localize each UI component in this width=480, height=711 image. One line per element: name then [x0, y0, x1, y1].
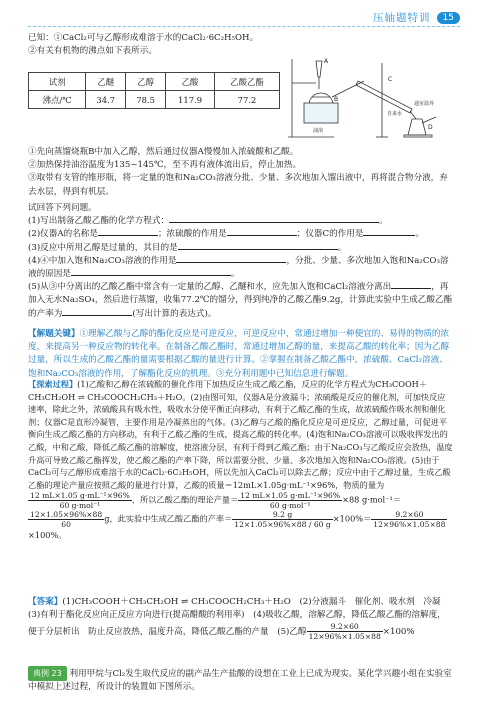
- explanation: [28, 378, 453, 542]
- procedure-steps: [28, 146, 453, 199]
- questions: [28, 202, 453, 321]
- label-d: D: [428, 124, 433, 131]
- fraction-mass: $\frac{12\times 1.05\times 96\%\times 88}{60}$: [30, 510, 103, 530]
- apparatus-diagram: [286, 55, 456, 139]
- question-4: (4)④中加入饱和Na₂CO₃溶液的作用是 ，分批、少量、多次地加入饱和Na₂CO₃溶液的原因是 。: [28, 255, 449, 280]
- table-header-cell: 乙醇: [126, 73, 166, 91]
- label-a: A: [324, 58, 329, 65]
- process-part-1: (1)乙酸和乙醇在浓硫酸的催化作用下加热反应生成乙酸乙酯，反应的化学方程式为CH₃COOH＋CH₃CH₂OH ⇌ CH₃COOCH₂CH₃＋H₂O。(2)由图可知，仪器A是分液漏斗；浓硫酸是反应的催化剂，可加快反应速率，除此之外，浓硫酸具有吸水性，吸收水分使平衡正向移动，有利于乙酸乙酯的生成，故浓硫酸作吸水剂和催化剂；仪器C是直形冷凝管，主要作用是冷凝蒸出的气体。(3)乙醇与乙酸的酯化反应是可逆反应，乙醇过量，可促进平衡向生成乙酸乙酯的方向移动，有利于乙酸乙酯的生成，提高乙酸的转化率。(4)饱和Na₂CO₃溶液可以吸收挥发出的乙酸，中和乙酸，降低乙酸乙酯的溶解度，使溶液分层，有利于得到乙酸乙酯；由于Na₂CO₃与乙酸反应会放热，温度升高可导致乙酸乙酯挥发，使乙酸乙酯的产率下降，所以需要分批、少量、多次地加入饱和Na₂CO₃溶液。(5)由于CaCl₂可与乙醇形成难溶于水的CaCl₂·6C₂H₅OH，所以先加入CaCl₂可以除去乙醇；反应中由于乙醇过量，生成乙酸乙酯的理论产量应按照乙酸的量进行计算，乙酸的质量＝12mL×1.05g·mL⁻¹×96%，物质的量为: [28, 379, 453, 490]
- table-header-cell: 试剂: [29, 73, 86, 91]
- questions-intro: 试回答下列问题。: [28, 203, 97, 213]
- process-part-4: g，此实验中生成乙酸乙酯的产率＝: [104, 513, 233, 524]
- question-5: (5)从③中分离出的乙酸乙酯中常含有一定量的乙醇、乙醚和水，应先加入饱和CaCl₂溶液分离出 ，再加入无水Na₂SO₄，然后进行蒸馏，收集77.2℃的馏分，得到纯净的乙酸乙酯9.2g，计算此实验中生成乙酸乙酯的产率为 (写出计算的表达式)。: [28, 282, 453, 319]
- process-part-6: ×100%。: [28, 530, 67, 541]
- answer-label: 【答案】: [28, 597, 63, 607]
- key-label: 【解题关键】: [28, 329, 80, 339]
- process-label: 【探索过程】: [28, 379, 78, 389]
- table-cell: 34.7: [86, 91, 126, 109]
- table-header-cell: 乙醚: [86, 73, 126, 91]
- table-cell: 78.5: [126, 91, 166, 109]
- process-part-2: ，所以乙酸乙酯的理论产量＝: [131, 494, 239, 505]
- question-3: (3)反应中所用乙醇是过量的，其目的是 。: [28, 242, 347, 253]
- question-2: (2)仪器A的名称是 ；浓硫酸的作用是 ；仪器C的作用是 。: [28, 229, 425, 240]
- table-cell: 117.9: [166, 91, 215, 109]
- label-outlet: 通室温外: [414, 101, 435, 107]
- page-number: 15: [437, 12, 460, 24]
- process-part-5: ×100%＝: [332, 513, 372, 524]
- label-tap-water: 自来水: [387, 111, 403, 117]
- table-header-cell: 乙酸: [166, 73, 215, 91]
- fraction-theoretical: $\frac{\text{12 mL×1.05 g·mL⁻¹×96\%}}{\text{60 g·mol⁻¹}}$: [240, 491, 341, 511]
- known-line-1: 已知：①CaCl₂可与乙醇形成难溶于水的CaCl₂·6C₂H₅OH。: [28, 33, 259, 43]
- table-row: [29, 91, 280, 109]
- key-points: [28, 328, 453, 381]
- fraction-yield: $\frac{9.2 g}{12\times 1.05\times 96\%\times 88 / 60 g}$: [234, 510, 331, 530]
- answer-part-1: (1)CH₃COOH＋CH₃CH₂OH ⇌ CH₃COOCH₂CH₃＋H₂O (2)分液漏斗 催化剂、吸水剂 冷凝: [62, 597, 441, 607]
- known-line-2: ②有关有机物的沸点如下表所示。: [28, 46, 157, 57]
- answer-part-2: (3)有利于酯化反应向正反应方向进行(提高醋酸的利用率) (4)吸收乙酸，溶解乙醇，降低乙酸乙酯的溶解度，便于分层析出 防止反应放热，温度升高，降低乙酸乙酯的产量 (5)乙醇: [28, 610, 446, 638]
- label-oil-bath: 油浴: [313, 128, 324, 134]
- page-header: [373, 10, 460, 25]
- key-text: ①理解乙酸与乙醇的酯化反应是可逆反应，可逆反应中，常通过增加一种便宜的、易得的物质的浓度，来提高另一种反应物的转化率。在制备乙酸乙酯时，常通过增加乙醇的量，来提高乙酸的转化率；因为乙醇过量，所以生成的乙酸乙酯的量需要根据乙酸的量进行计算。②掌握在制备乙酸乙酯中，浓硫酸、CaCl₂溶液、饱和Na₂CO₃溶液的作用，了解酯化反应的机理。③充分利用题中已知信息进行解题。: [28, 329, 450, 379]
- example-23: [28, 666, 453, 694]
- example-badge: 典例 23: [28, 666, 67, 681]
- header-divider: [28, 26, 460, 27]
- example-text: 利用甲烷与Cl₂发生取代反应的副产品生产盐酸的设想在工业上已成为现实。某化学兴趣小组在实验室中模拟上述过程，所设计的装置如下图所示。: [28, 669, 452, 693]
- header-title: 压轴题特训: [373, 12, 431, 24]
- fraction-moles: $\frac{\text{12 mL×1.05 g·mL⁻¹×96\%}}{\text{60 g·mol⁻¹}}$: [30, 491, 130, 511]
- boiling-point-table: [28, 72, 280, 109]
- label-c: C: [388, 76, 393, 83]
- step-1: ①先向蒸馏烧瓶B中加入乙醇，然后通过仪器A慢慢加入浓硫酸和乙酸。: [28, 147, 299, 157]
- process-part-3: ×88 g·mol⁻¹＝: [342, 494, 401, 505]
- answer-part-3: ×100%: [382, 627, 415, 638]
- table-header-cell: 乙酸乙酯: [215, 73, 280, 91]
- table-cell: 77.2: [215, 91, 280, 109]
- table-header-row: [29, 73, 280, 91]
- label-b: B: [334, 96, 339, 103]
- question-1: (1)写出制备乙酸乙酯的化学方程式： 。: [28, 216, 388, 227]
- table-row-label: 沸点/℃: [29, 91, 86, 109]
- answer-fraction: $\frac{9.2\times 60}{12\times 96\%\times 1.05\times 88}$: [308, 622, 381, 642]
- step-3: ③取带有支管的锥形瓶，将一定量的饱和Na₂CO₃溶液分批、少量、多次地加入馏出液中，再将混合物分液，弃去水层，得到有机层。: [28, 173, 448, 197]
- fraction-result: $\frac{9.2\times 60}{12\times 96\%\times 1.05\times 88}$: [373, 510, 446, 530]
- answer-section: [28, 596, 453, 641]
- step-2: ②加热保持油浴温度为135~145℃，至不再有液体流出后，停止加热。: [28, 160, 302, 171]
